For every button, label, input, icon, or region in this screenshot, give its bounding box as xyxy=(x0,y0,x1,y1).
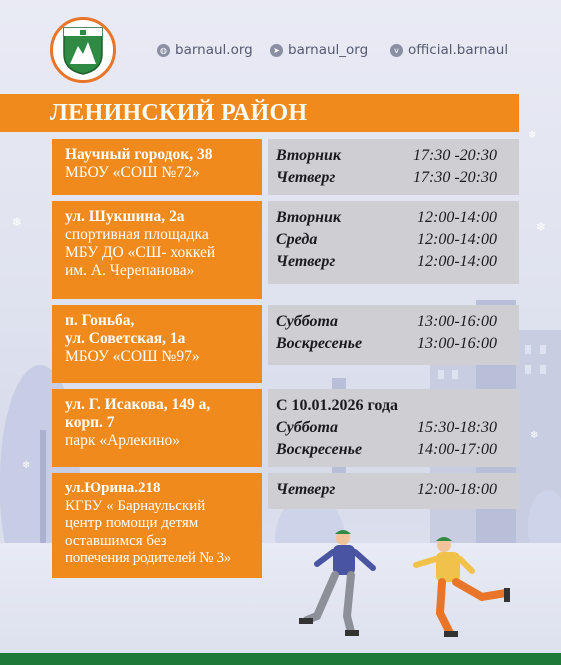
city-logo[interactable] xyxy=(50,17,116,83)
schedule-day: Четверг xyxy=(276,169,336,186)
schedule-time: 17:30 -20:30 xyxy=(413,169,497,186)
location-card xyxy=(52,201,262,299)
schedule-time: 12:00-18:00 xyxy=(417,481,497,498)
skater-illustration xyxy=(295,528,385,643)
location-place: спортивная площадка xyxy=(65,226,209,243)
location-card xyxy=(52,139,262,195)
location-card xyxy=(52,305,262,383)
location-place: центр помощи детям xyxy=(65,515,199,531)
telegram-icon: ➤ xyxy=(270,44,283,57)
schedule-time: 13:00-16:00 xyxy=(417,313,497,330)
skater-illustration-2 xyxy=(410,533,520,645)
link-website-label: barnaul.org xyxy=(175,42,253,58)
schedule-row xyxy=(276,229,511,251)
link-vk[interactable] xyxy=(390,42,508,58)
schedule-day: Четверг xyxy=(276,253,336,270)
location-card xyxy=(52,473,262,578)
schedule-card xyxy=(268,139,519,195)
schedule-card xyxy=(268,201,519,284)
schedule-time: 12:00-14:00 xyxy=(417,253,497,270)
schedule-row xyxy=(276,207,511,229)
footer-bar xyxy=(0,653,561,665)
schedule-time: 15:30-18:30 xyxy=(417,419,497,436)
schedule-row xyxy=(276,417,511,439)
location-place: им. А. Черепанова» xyxy=(65,262,195,279)
schedule-row xyxy=(276,167,511,189)
location-address: ул. Шукшина, 2а xyxy=(65,208,185,225)
coat-of-arms-icon xyxy=(60,24,106,76)
schedule-time: 12:00-14:00 xyxy=(417,209,497,226)
schedule-day: Воскресенье xyxy=(276,335,363,352)
schedule-start-date: С 10.01.2026 года xyxy=(276,397,399,414)
district-title: ЛЕНИНСКИЙ РАЙОН xyxy=(0,94,519,132)
location-place: попечения родителей № 3» xyxy=(65,550,231,566)
schedule-time: 13:00-16:00 xyxy=(417,335,497,352)
vk-icon: v xyxy=(390,44,403,57)
schedule-time: 17:30 -20:30 xyxy=(413,147,497,164)
link-telegram[interactable] xyxy=(270,42,368,58)
location-address: Научный городок, 38 xyxy=(65,146,213,163)
location-card xyxy=(52,389,262,467)
location-address: корп. 7 xyxy=(65,414,115,431)
schedule-day: Суббота xyxy=(276,313,338,330)
schedule-card xyxy=(268,389,519,467)
schedule-row xyxy=(276,439,511,461)
location-address: ул. Советская, 1а xyxy=(65,330,186,347)
schedule-card xyxy=(268,305,519,365)
globe-icon: ◍ xyxy=(157,44,170,57)
schedule-day: Воскресенье xyxy=(276,441,363,458)
location-place: МБУ ДО «СШ- хоккей xyxy=(65,244,216,261)
link-telegram-label: barnaul_org xyxy=(288,42,369,58)
location-address: п. Гоньба, xyxy=(65,312,135,329)
schedule-time: 12:00-14:00 xyxy=(417,231,497,248)
schedule-row xyxy=(276,479,511,501)
location-place: КГБУ « Барнаульский xyxy=(65,497,206,514)
location-address: ул. Г. Исакова, 149 а, xyxy=(65,396,211,413)
schedule-time: 14:00-17:00 xyxy=(417,441,497,458)
schedule-day: Вторник xyxy=(276,209,341,226)
schedule-row xyxy=(276,333,511,355)
schedule-row xyxy=(276,251,511,273)
winter-background: ❄ ❄ ❄ ❄ ❄ xyxy=(0,0,561,665)
location-place: МБОУ «СОШ №72» xyxy=(65,164,200,181)
schedule-day: Среда xyxy=(276,231,318,248)
schedule-row xyxy=(276,311,511,333)
schedule-row xyxy=(276,145,511,167)
link-website[interactable] xyxy=(157,42,253,58)
location-address: ул.Юрина.218 xyxy=(65,480,161,496)
schedule-card xyxy=(268,473,519,509)
link-vk-label: official.barnaul xyxy=(408,42,509,58)
schedule-day: Суббота xyxy=(276,419,338,436)
location-place: МБОУ «СОШ №97» xyxy=(65,348,200,365)
schedule-day: Четверг xyxy=(276,481,336,498)
location-place: оставшимся без xyxy=(65,532,167,549)
schedule-day: Вторник xyxy=(276,147,341,164)
location-place: парк «Арлекино» xyxy=(65,432,181,449)
